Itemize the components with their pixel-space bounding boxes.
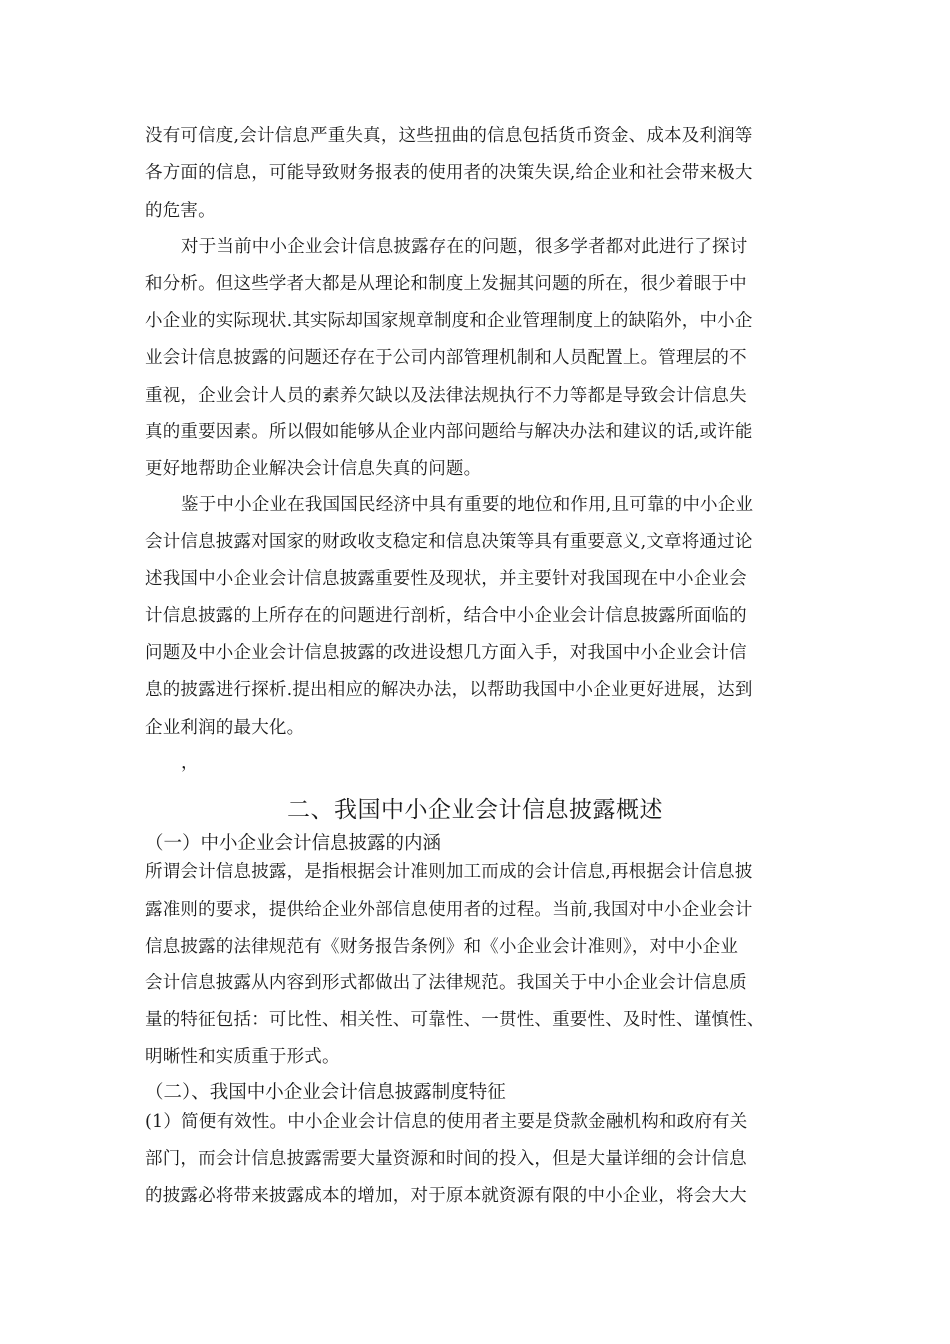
paragraph-line: 企业利润的最大化。 [145, 718, 305, 738]
paragraph-line: 小企业的实际现状.其实际却国家规章制度和企业管理制度上的缺陷外，中小企 [145, 311, 753, 331]
paragraph-line: 和分析。但这些学者大都是从理论和制度上发掘其问题的所在，很少着眼于中 [145, 274, 747, 294]
paragraph-line: 息的披露进行探析.提出相应的解决办法，以帮助我国中小企业更好进展，达到 [145, 680, 753, 700]
subsection-title: （二）、我国中小企业会计信息披露制度特征 [145, 1082, 506, 1103]
paragraph-line: 对于当前中小企业会计信息披露存在的问题，很多学者都对此进行了探讨 [181, 237, 748, 257]
paragraph-line: 计信息披露的上所存在的问题进行剖析，结合中小企业会计信息披露所面临的 [145, 606, 747, 626]
paragraph-line: 的披露必将带来披露成本的增加，对于原本就资源有限的中小企业，将会大大 [145, 1186, 747, 1206]
paragraph-line: 真的重要因素。所以假如能够从企业内部问题给与解决办法和建议的话,或许能 [145, 422, 753, 442]
paragraph-line: 业会计信息披露的问题还存在于公司内部管理机制和人员配置上。管理层的不 [145, 348, 747, 368]
paragraph-line: 没有可信度,会计信息严重失真，这些扭曲的信息包括货币资金、成本及利润等 [145, 126, 753, 146]
paragraph-line: 所谓会计信息披露，是指根据会计准则加工而成的会计信息,再根据会计信息披 [145, 862, 753, 882]
paragraph-line: 量的特征包括：可比性、相关性、可靠性、一贯性、重要性、及时性、谨慎性、 [145, 1010, 765, 1030]
paragraph-line: 会计信息披露从内容到形式都做出了法律规范。我国关于中小企业会计信息质 [145, 973, 747, 993]
paragraph-line: 的危害。 [145, 201, 216, 221]
stray-mark: ， [181, 753, 199, 773]
paragraph-line: 鉴于中小企业在我国国民经济中具有重要的地位和作用,且可靠的中小企业 [181, 495, 754, 515]
paragraph-line: 更好地帮助企业解决会计信息失真的问题。 [145, 459, 482, 479]
paragraph-line: 明晰性和实质重于形式。 [145, 1047, 340, 1067]
paragraph-line: 会计信息披露对国家的财政收支稳定和信息决策等具有重要意义,文章将通过论 [145, 532, 753, 552]
paragraph-line: 问题及中小企业会计信息披露的改进设想几方面入手，对我国中小企业会计信 [145, 643, 747, 663]
paragraph-line: (1）简便有效性。中小企业会计信息的使用者主要是贷款金融机构和政府有关 [145, 1112, 748, 1132]
section-title: 二、我国中小企业会计信息披露概述 [287, 797, 663, 823]
paragraph-line: 重视，企业会计人员的素养欠缺以及法律法规执行不力等都是导致会计信息失 [145, 386, 747, 406]
paragraph-line: 述我国中小企业会计信息披露重要性及现状，并主要针对我国现在中小企业会 [145, 569, 747, 589]
paragraph-line: 露准则的要求，提供给企业外部信息使用者的过程。当前,我国对中小企业会计 [145, 900, 753, 920]
subsection-title: （一）中小企业会计信息披露的内涵 [145, 833, 442, 854]
paragraph-line: 信息披露的法律规范有《财务报告条例》和《小企业会计准则》，对中小企业 [145, 937, 739, 957]
paragraph-line: 各方面的信息，可能导致财务报表的使用者的决策失误,给企业和社会带来极大 [145, 163, 753, 183]
paragraph-line: 部门，而会计信息披露需要大量资源和时间的投入，但是大量详细的会计信息 [145, 1149, 747, 1169]
